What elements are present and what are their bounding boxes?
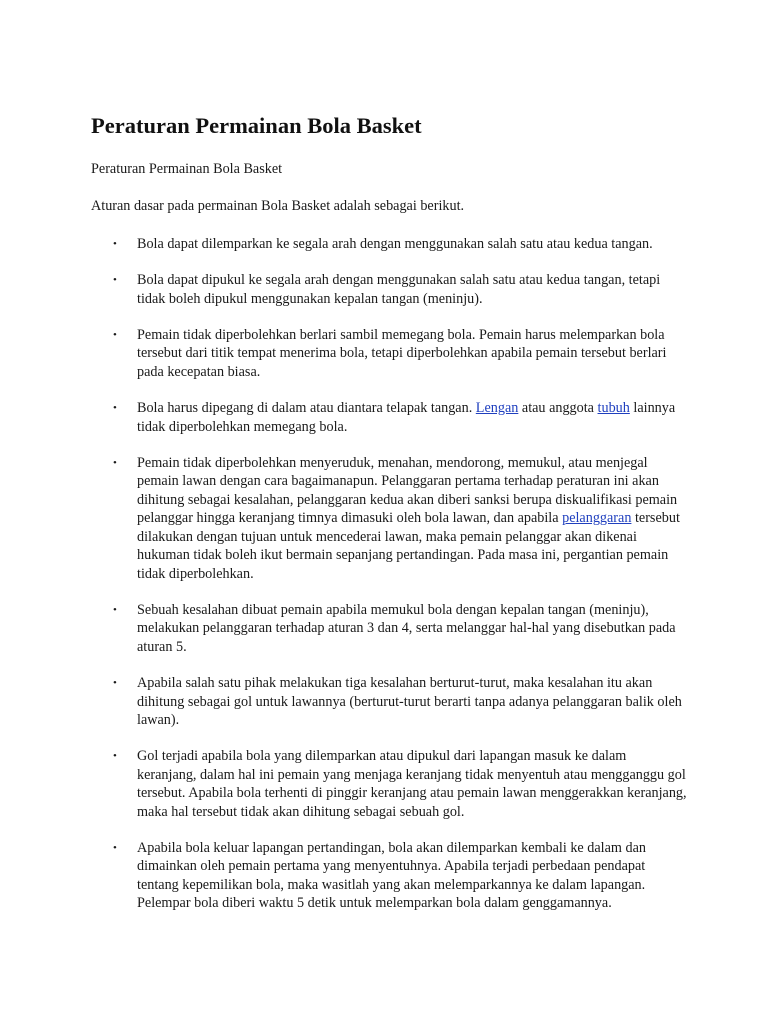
bullet-icon: • xyxy=(113,750,117,763)
list-item-text: atau anggota xyxy=(518,400,598,417)
bullet-icon: • xyxy=(113,274,117,287)
bullet-icon: • xyxy=(113,841,117,854)
list-item-text: Pemain tidak diperbolehkan menyeruduk, menahan, mendorong, memukul, atau menjegal pemain lawan dengan cara bagaimanapun. Pelanggaran pertama terhadap peraturan ini akan dihitung sebagai kesalahan, pelanggaran kedua akan diberi sanksi berupa diskualifikasi pemain pelanggar hingga keranjang timnya dimasuki oleh bola lawan, dan apabila xyxy=(137,455,678,527)
list-item xyxy=(91,454,688,583)
link-tubuh[interactable]: tubuh xyxy=(597,400,630,417)
list-item-text: Pemain tidak diperbolehkan berlari sambil memegang bola. Pemain harus melemparkan bola tersebut dari titik tempat menerima bola, tetapi diperbolehkan apabila pemain tersebut berlari pada kecepatan biasa. xyxy=(137,327,667,380)
list-item xyxy=(91,326,688,381)
list-item xyxy=(91,674,688,729)
intro-paragraph: Aturan dasar pada permainan Bola Basket adalah sebagai berikut. xyxy=(91,198,465,215)
document-title: Peraturan Permainan Bola Basket xyxy=(91,113,422,138)
bullet-icon: • xyxy=(113,603,117,616)
list-item xyxy=(91,839,688,913)
list-item-text: Sebuah kesalahan dibuat pemain apabila memukul bola dengan kepalan tangan (meninju), melakukan pelanggaran terhadap aturan 3 dan 4, serta melanggar hal-hal yang disebutkan pada aturan 5. xyxy=(137,601,676,655)
bullet-icon: • xyxy=(113,677,117,690)
list-item-text: tersebut dilakukan dengan tujuan untuk mencederai lawan, maka pemain pelanggar akan dikenai hukuman tidak boleh ikut bermain sepanjang pertandingan. Pada masa ini, pergantian pemain tidak diperbolehkan. xyxy=(137,510,680,582)
document-subtitle: Peraturan Permainan Bola Basket xyxy=(91,161,283,177)
link-lengan[interactable]: Lengan xyxy=(475,400,519,417)
list-item-text: Apabila bola keluar lapangan pertandingan, bola akan dilemparkan kembali ke dalam dan dimainkan oleh pemain pertama yang menyentuhnya. Apabila terjadi perbedaan pendapat tentang kepemilikan bola, maka wasitlah yang akan melemparkannya ke dalam lapangan. Pelempar bola diberi waktu 5 detik untuk melemparkan bola dalam genggamannya. xyxy=(137,839,646,912)
link-pelanggaran[interactable]: pelanggaran xyxy=(562,510,632,527)
list-item xyxy=(91,747,688,821)
rules-list xyxy=(91,235,688,913)
list-item-text: Bola harus dipegang di dalam atau diantara telapak tangan. xyxy=(137,400,476,417)
bullet-icon: • xyxy=(113,402,117,415)
bullet-icon: • xyxy=(113,237,117,250)
list-item-text: lainnya tidak diperbolehkan memegang bola. xyxy=(137,400,676,435)
list-item-text: Bola dapat dipukul ke segala arah dengan menggunakan salah satu atau kedua tangan, tetapi tidak boleh dipukul menggunakan kepalan tangan (meninju). xyxy=(137,272,661,307)
bullet-icon: • xyxy=(113,329,117,342)
list-item xyxy=(91,399,688,436)
bullet-icon: • xyxy=(113,457,117,470)
list-item xyxy=(91,601,688,656)
list-item xyxy=(91,235,688,253)
list-item-text: Gol terjadi apabila bola yang dilemparkan atau dipukul dari lapangan masuk ke dalam keranjang, dalam hal ini pemain yang menjaga keranjang tidak menyentuh atau mengganggu gol tersebut. Apabila bola terhenti di pinggir keranjang atau pemain lawan menggerakkan keranjang, maka hal tersebut tidak akan dihitung sebagai sebuah gol. xyxy=(137,748,687,820)
list-item-text: Bola dapat dilemparkan ke segala arah dengan menggunakan salah satu atau kedua tangan. xyxy=(137,235,653,252)
list-item xyxy=(91,271,688,308)
list-item-text: Apabila salah satu pihak melakukan tiga kesalahan berturut-turut, maka kesalahan itu akan dihitung sebagai gol untuk lawannya (berturut-turut berarti tanpa adanya pelanggaran balik oleh lawan). xyxy=(137,675,682,728)
